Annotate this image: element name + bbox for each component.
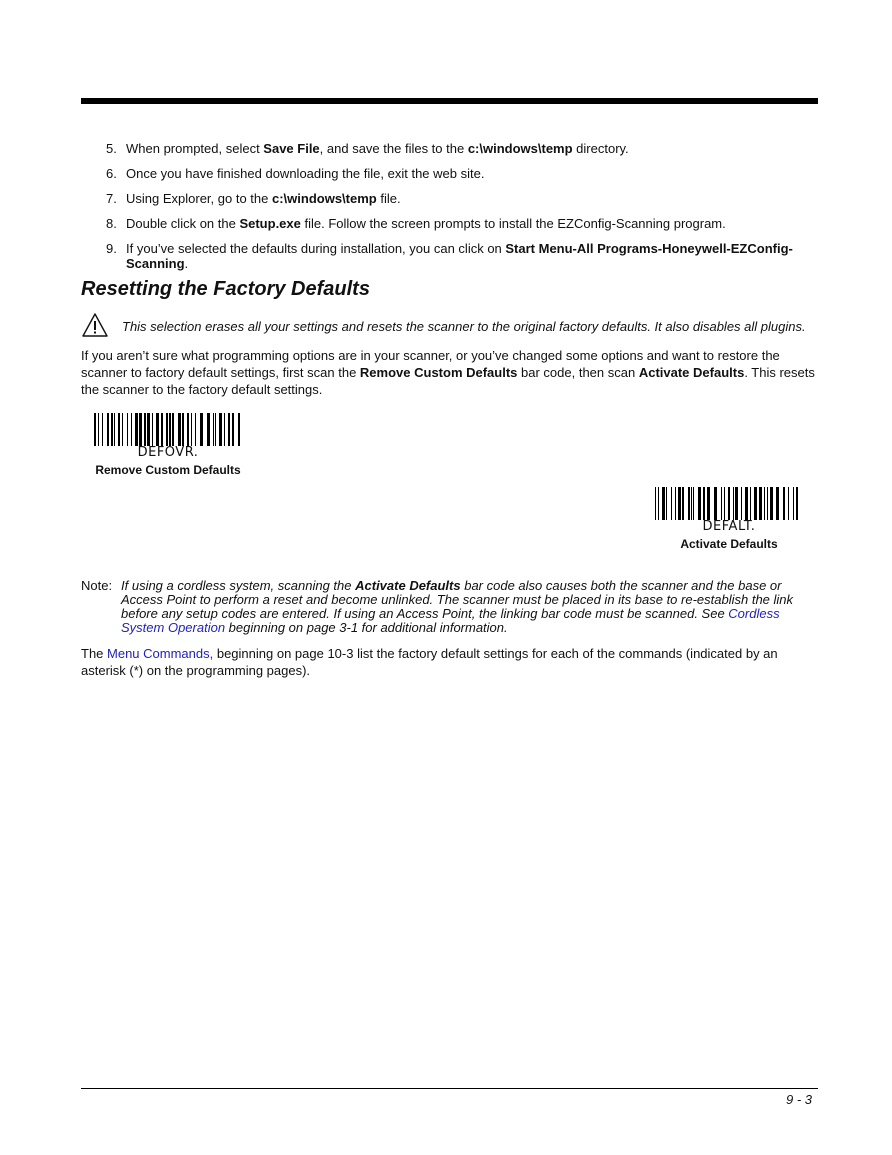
- barcode-bar: [721, 487, 722, 520]
- barcode-bar: [191, 413, 192, 446]
- step-text: [126, 141, 818, 156]
- barcode-bar: [783, 487, 785, 520]
- barcode-bar: [693, 487, 694, 520]
- barcode-bar: [776, 487, 779, 520]
- barcode-bar: [94, 413, 96, 446]
- barcode-bar: [724, 487, 725, 520]
- barcode-bar: [135, 413, 138, 446]
- barcode-bar: [213, 413, 214, 446]
- barcode-bar: [131, 413, 132, 446]
- barcode-bar: [187, 413, 189, 446]
- barcode-bar: [698, 487, 701, 520]
- bold-run: c:\windows\temp: [467, 141, 573, 156]
- barcode-bar: [219, 413, 222, 446]
- barcode-bar: [152, 413, 153, 446]
- text-run: beginning on page 10-3 list the factory default settings for each of the commands (indicated by an asterisk (*) on the programming pages).: [81, 646, 778, 678]
- text-run: Using Explorer, go to the: [126, 191, 272, 206]
- text-run: If you aren’t sure what programming options are in your scanner, or you’ve changed some options and want to restore the scanner to factory default settings, first scan the: [81, 348, 780, 380]
- barcode-bar: [655, 487, 656, 520]
- barcode-bar: [691, 487, 692, 520]
- text-run: Once you have finished downloading the file, exit the web site.: [126, 166, 485, 181]
- step-item: [106, 191, 818, 206]
- barcode-bar: [224, 413, 225, 446]
- barcode-bar: [658, 487, 659, 520]
- barcode-bar: [764, 487, 765, 520]
- barcode-bar: [178, 413, 181, 446]
- barcode-bar: [207, 413, 210, 446]
- text-run: . This resets the scanner to the factory default settings.: [81, 365, 815, 397]
- text-run: Double click on the: [126, 216, 240, 231]
- barcode-bar: [671, 487, 672, 520]
- barcode-bar: [770, 487, 773, 520]
- barcode-bar: [735, 487, 738, 520]
- barcode-bar: [733, 487, 734, 520]
- step-text: [126, 166, 818, 181]
- caution-text: This selection erases all your settings and resets the scanner to the original factory defaults. It also disables all plugins.: [122, 319, 806, 334]
- barcode-bar: [703, 487, 705, 520]
- barcode-image: [655, 487, 803, 520]
- barcode-human-readable: DEFOVR.: [137, 445, 199, 460]
- intro-paragraph: [81, 347, 818, 398]
- barcode-bar: [745, 487, 748, 520]
- step-number: 9.: [106, 241, 117, 256]
- menu-commands-link[interactable]: Menu Commands,: [107, 646, 214, 661]
- barcode-bar: [688, 487, 690, 520]
- barcode-bar: [127, 413, 128, 446]
- barcode-bar: [232, 413, 234, 446]
- barcode-bar: [238, 413, 240, 446]
- barcode-human-readable: DEFALT.: [702, 519, 756, 534]
- barcode-bar: [144, 413, 146, 446]
- page-number: 9 - 3: [785, 1092, 812, 1107]
- text-run: The: [81, 646, 108, 661]
- barcode-bar: [166, 413, 168, 446]
- barcode-bar: [107, 413, 109, 446]
- barcode-bar: [215, 413, 216, 446]
- step-item: [106, 216, 818, 231]
- activate-defaults-barcode: [654, 487, 804, 551]
- barcode-bar: [714, 487, 717, 520]
- step-item: [106, 141, 818, 156]
- menu-commands-paragraph: [81, 645, 818, 679]
- step-text: [126, 191, 818, 206]
- barcode-bar: [195, 413, 196, 446]
- bold-run: Activate Defaults: [355, 578, 461, 593]
- barcode-bar: [172, 413, 174, 446]
- bold-run: Save File: [263, 141, 320, 156]
- header-rule: [81, 98, 818, 104]
- step-item: [106, 241, 818, 271]
- text-run: beginning on page 3-1 for additional information.: [225, 620, 508, 635]
- bold-run: c:\windows\temp: [271, 191, 377, 206]
- barcode-bar: [793, 487, 794, 520]
- step-number: 8.: [106, 216, 117, 231]
- caution-icon: [81, 312, 109, 338]
- bold-run: Setup.exe: [239, 216, 301, 231]
- note-label: Note:: [81, 578, 113, 593]
- barcode-bar: [666, 487, 667, 520]
- barcode-bar: [750, 487, 751, 520]
- barcode-bar: [139, 413, 142, 446]
- barcode-bar: [111, 413, 113, 446]
- footer-rule: [81, 1088, 818, 1089]
- barcode-bar: [796, 487, 798, 520]
- barcode-bar: [741, 487, 742, 520]
- text-run: When prompted, select: [126, 141, 264, 156]
- cordless-system-operation-link[interactable]: Cordless System Operation: [121, 606, 780, 635]
- barcode-bar: [759, 487, 762, 520]
- step-number: 5.: [106, 141, 117, 156]
- text-run: If using a cordless system, scanning the: [121, 578, 356, 593]
- barcode-caption: Remove Custom Defaults: [95, 463, 241, 477]
- barcode-bar: [754, 487, 757, 520]
- barcode-bar: [788, 487, 789, 520]
- text-run: file. Follow the screen prompts to install the EZConfig-Scanning program.: [300, 216, 726, 231]
- barcode-bar: [767, 487, 768, 520]
- text-run: .: [184, 256, 189, 271]
- remove-custom-defaults-barcode: [93, 413, 243, 477]
- text-run: , and save the files to the: [319, 141, 468, 156]
- text-run: directory.: [572, 141, 629, 156]
- step-number: 7.: [106, 191, 117, 206]
- barcode-bar: [98, 413, 99, 446]
- text-run: file.: [376, 191, 401, 206]
- barcode-bar: [118, 413, 120, 446]
- barcode-bar: [662, 487, 665, 520]
- caution-notice: [81, 312, 818, 340]
- step-text: [126, 241, 818, 271]
- text-run: bar code also causes both the scanner and the base or Access Point to perform a reset and become unlinked. The scanner must be placed in its base to re-establish the link before any setup codes are entered. If using an Access Point, the linking bar code must be scanned. See: [121, 578, 794, 621]
- install-steps-list: [106, 141, 818, 281]
- barcode-bar: [156, 413, 159, 446]
- step-item: [106, 166, 818, 181]
- cordless-note: [81, 579, 818, 635]
- bold-run: Remove Custom Defaults: [359, 365, 518, 380]
- section-title: Resetting the Factory Defaults: [81, 278, 370, 300]
- barcode-bar: [122, 413, 123, 446]
- barcode-bar: [114, 413, 115, 446]
- step-text: [126, 216, 818, 231]
- note-body: [121, 579, 818, 635]
- barcode-bar: [682, 487, 684, 520]
- barcode-bar: [147, 413, 150, 446]
- barcode-bar: [102, 413, 103, 446]
- barcode-bar: [200, 413, 203, 446]
- barcode-bar: [161, 413, 163, 446]
- barcode-bar: [169, 413, 171, 446]
- barcode-caption: Activate Defaults: [680, 537, 778, 551]
- barcode-bar: [228, 413, 230, 446]
- bold-run: Activate Defaults: [638, 365, 745, 380]
- text-run: bar code, then scan: [517, 365, 639, 380]
- bold-run: Start Menu-All Programs-Honeywell-EZConfig-Scanning: [126, 241, 793, 271]
- text-run: If you’ve selected the defaults during installation, you can click on: [126, 241, 506, 256]
- barcode-bar: [182, 413, 184, 446]
- barcode-bar: [707, 487, 710, 520]
- barcode-image: [94, 413, 242, 446]
- barcode-bar: [728, 487, 730, 520]
- barcode-bar: [678, 487, 681, 520]
- step-number: 6.: [106, 166, 117, 181]
- barcode-bar: [675, 487, 676, 520]
